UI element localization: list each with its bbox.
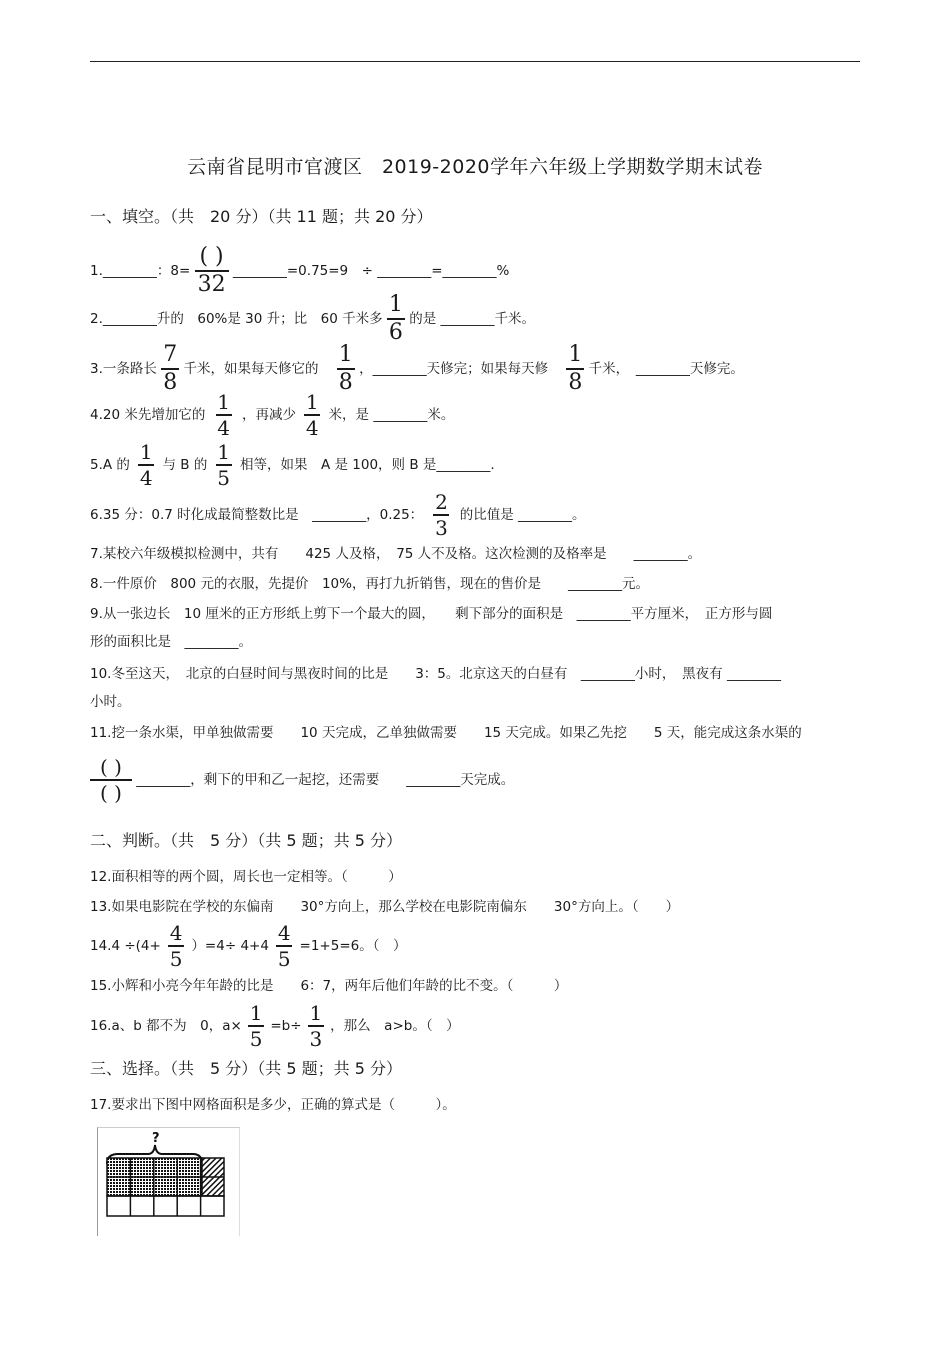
- section-heading-choice: 三、选择。（共 5 分）（共 5 题；共 5 分）: [90, 1059, 402, 1078]
- question-9-cont: 形的面积比是 ________。: [90, 634, 252, 650]
- fraction: $\frac{1}{4}$: [139, 440, 153, 490]
- question-9: 9.从一张边长 10 厘米的正方形纸上剪下一个最大的圆， 剩下部分的面积是 ________平方厘米， 正方形与圆: [90, 606, 773, 622]
- question-10: 10.冬至这天， 北京的白昼时间与黑夜时间的比是 3：5。北京这天的白昼有 ________小时， 黑夜有 ________: [90, 666, 781, 682]
- question-10-cont: 小时。: [90, 694, 131, 710]
- fraction: $\frac{1}{3}$: [309, 1001, 323, 1051]
- question-12: 12.面积相等的两个圆，周长也一定相等。（ ）: [90, 869, 402, 885]
- fraction: $\frac{1}{5}$: [217, 440, 231, 490]
- blank-row: [107, 1196, 224, 1216]
- fraction: $\frac{1}{4}$: [305, 390, 319, 440]
- fraction: $\frac{7}{8}$: [163, 342, 178, 395]
- fraction-blank: $\frac{( )}{( )}$: [90, 757, 132, 803]
- question-mark: ?: [152, 1131, 160, 1146]
- question-15: 15.小辉和小亮今年年龄的比是 6：7，两年后他们年龄的比不变。（ ）: [90, 978, 568, 994]
- section-heading-fill: 一、填空。（共 20 分）（共 11 题；共 20 分）: [90, 207, 433, 226]
- question-11: 11.挖一条水渠，甲单独做需要 10 天完成，乙单独做需要 15 天完成。如果乙先挖 5 天，能完成这条水渠的: [90, 725, 802, 741]
- question-3: 3.一条路长 $\frac{7}{8}$ 千米，如果每天修它的 $\frac{1}{8}$ ，________天修完；如果每天修 $\frac{1}{8}$ 千米， ________天修完。: [90, 342, 744, 395]
- fraction: $\frac{( )}{32}$: [195, 246, 229, 296]
- fraction: $\frac{4}{5}$: [169, 921, 183, 971]
- question-8: 8.一件原价 800 元的衣服，先提价 10%，再打九折销售，现在的售价是 ________元。: [90, 576, 649, 592]
- question-6: 6.35 分：0.7 时化成最简整数比是 ________，0.25： $\frac{2}{3}$ 的比值是 ________。: [90, 490, 586, 540]
- question-4: 4.20 米先增加它的 $\frac{1}{4}$ ，再减少 $\frac{1}{4}$ 米，是 ________米。: [90, 390, 455, 440]
- fraction: $\frac{1}{5}$: [249, 1001, 263, 1051]
- fraction: $\frac{1}{8}$: [568, 342, 583, 395]
- grid-diagram: [98, 1128, 239, 1236]
- question-16: 16.a、b 都不为 0，a× $\frac{1}{5}$ =b÷ $\frac{1}{3}$ ，那么 a>b。（ ）: [90, 1001, 460, 1051]
- top-rule: [90, 61, 860, 62]
- fraction: $\frac{2}{3}$: [435, 490, 448, 540]
- fraction: $\frac{1}{8}$: [338, 342, 353, 395]
- fraction: $\frac{1}{6}$: [388, 292, 403, 345]
- grid-figure: [97, 1127, 240, 1236]
- question-17: 17.要求出下图中网格面积是多少，正确的算式是（ ）。: [90, 1097, 456, 1113]
- question-2: 2.________升的 60%是 30 升；比 60 千米多 $\frac{1}{6}$ 的是 ________千米。: [90, 292, 536, 345]
- fraction: $\frac{1}{4}$: [217, 390, 231, 440]
- question-11-cont: $\frac{( )}{( )}$ ________，剩下的甲和乙一起挖，还需要 ________天完成。: [90, 757, 514, 803]
- section-heading-judge: 二、判断。（共 5 分）（共 5 题；共 5 分）: [90, 831, 402, 850]
- question-14: 14.4 ÷(4+ $\frac{4}{5}$ ）=4÷ 4+4 $\frac{4}{5}$ =1+5=6。（ ）: [90, 921, 407, 971]
- question-5: 5.A 的 $\frac{1}{4}$ 与 B 的 $\frac{1}{5}$ 相等，如果 A 是 100，则 B 是________.: [90, 440, 495, 490]
- question-13: 13.如果电影院在学校的东偏南 30°方向上，那么学校在电影院南偏东 30°方向上。（ ）: [90, 899, 680, 915]
- question-1: 1.________：8= $\frac{( )}{32}$ ________=0.75=9 ÷ ________=________%: [90, 244, 510, 297]
- fraction: $\frac{4}{5}$: [277, 921, 291, 971]
- page-title: 云南省昆明市官渡区 2019-2020学年六年级上学期数学期末试卷: [186, 156, 764, 178]
- question-7: 7.某校六年级模拟检测中，共有 425 人及格， 75 人不及格。这次检测的及格率是 ________。: [90, 546, 702, 562]
